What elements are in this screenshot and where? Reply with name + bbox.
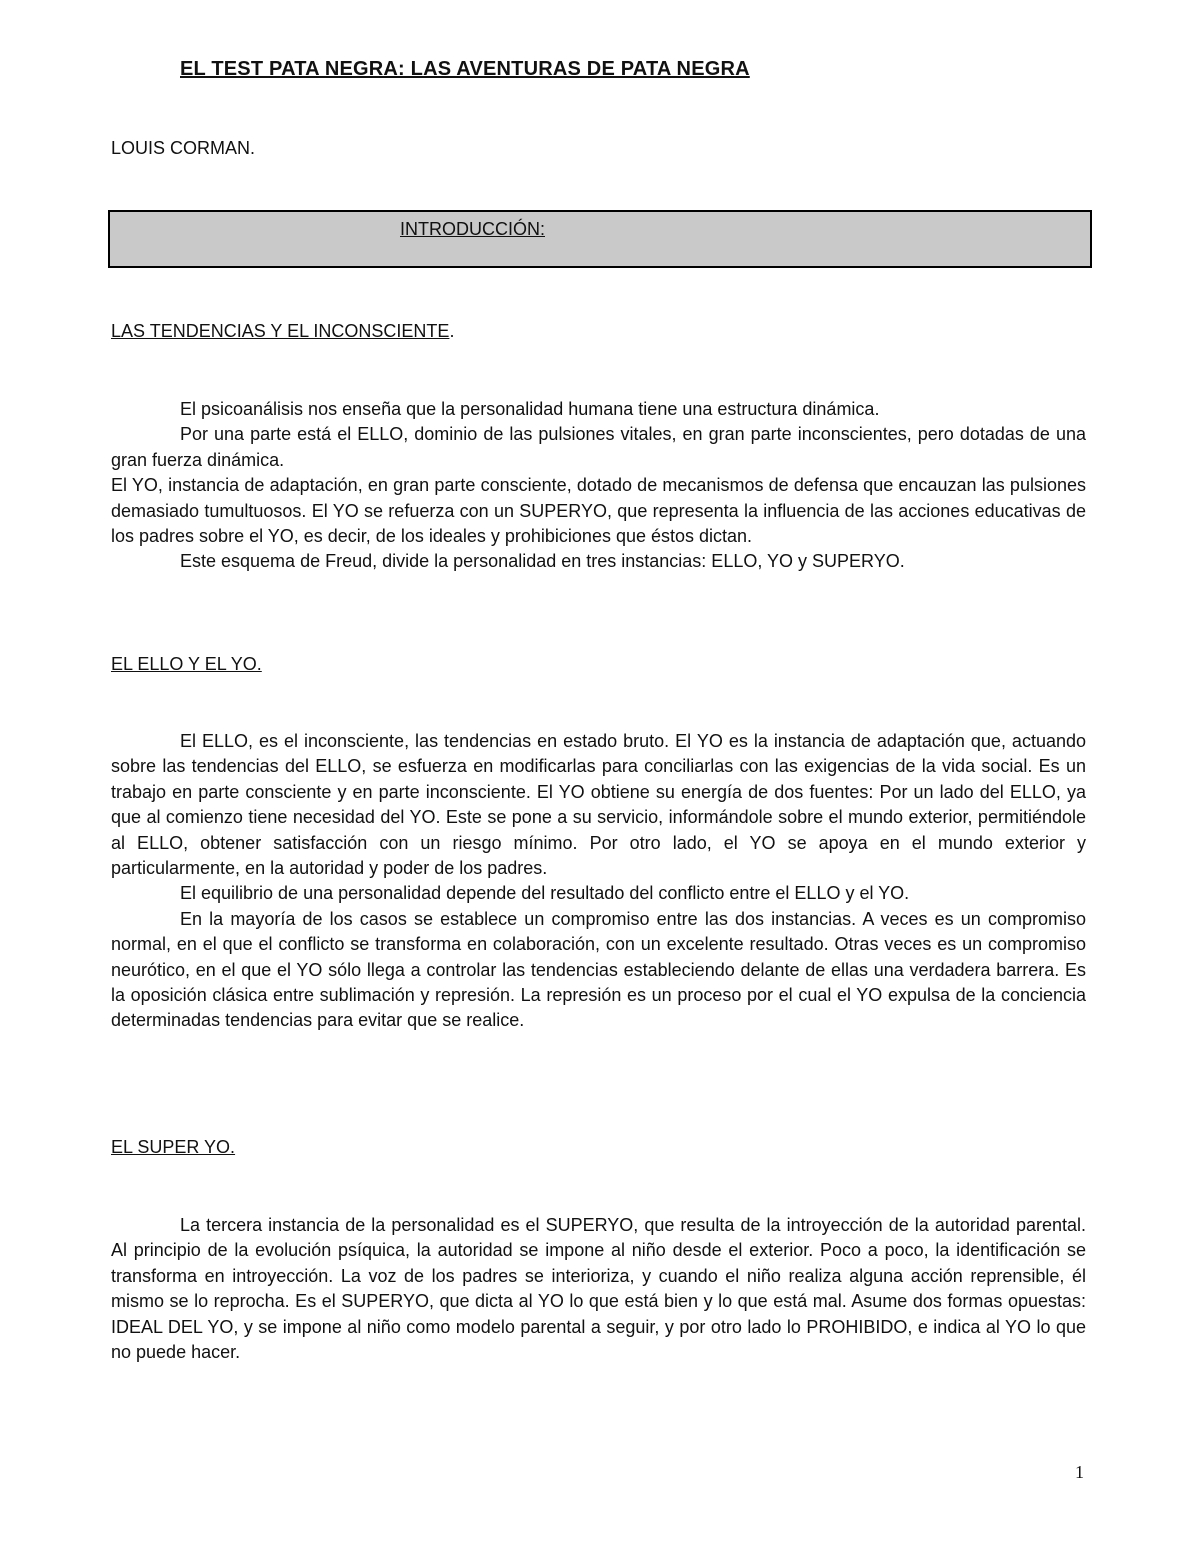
section-heading-ello-yo <box>111 654 262 675</box>
section-heading-tendencias <box>111 321 454 342</box>
paragraph: Por una parte está el ELLO, dominio de las pulsiones vitales, en gran parte inconscientes, pero dotadas de una gran fuerza dinámica. <box>111 424 1086 470</box>
intro-box <box>108 210 1092 268</box>
section-body-super-yo <box>111 1213 1086 1365</box>
paragraph: En la mayoría de los casos se establece un compromiso entre las dos instancias. A veces es un compromiso normal, en el que el conflicto se transforma en colaboración, con un excelente resultado. Otras veces es un compromiso neurótico, en el que el YO sólo llega a controlar las tendencias estableciendo delante de ellas una verdadera barrera. Es la oposición clásica entre sublimación y represión. La represión es un proceso por el cual el YO expulsa de la conciencia determinadas tendencias para evitar que se realice. <box>111 908 1086 1031</box>
paragraph: El equilibrio de una personalidad depende del resultado del conflicto entre el ELLO y el YO. <box>180 883 910 904</box>
section-heading-text: EL SUPER YO. <box>111 1137 236 1157</box>
paragraph: La tercera instancia de la personalidad es el SUPERYO, que resulta de la introyección de la autoridad parental. Al principio de la evolución psíquica, la autoridad se impone al niño desde el exterior. Poco a poco, la identificación se transforma en introyección. La voz de los padres se interioriza, y cuando el niño realiza alguna acción reprensible, él mismo se lo reprocha. Es el SUPERYO, que dicta al YO lo que está bien y lo que está mal. Asume dos formas opuestas: IDEAL DEL YO, y se impone al niño como modelo parental a seguir, y por otro lado lo PROHIBIDO, e indica al YO lo que no puede hacer. <box>111 1215 1086 1363</box>
section-heading-text: EL ELLO Y EL YO. <box>111 654 262 674</box>
section-heading-suffix: . <box>449 321 455 341</box>
paragraph: El ELLO, es el inconsciente, las tendencias en estado bruto. El YO es la instancia de adaptación que, actuando sobre las tendencias del ELLO, se esfuerza en modificarlas para conciliarlas con las exigencias de la vida social. Es un trabajo en parte consciente y en parte inconsciente. El YO obtiene su energía de dos fuentes: Por un lado del ELLO, ya que al comienzo tiene necesidad del YO. Este se pone a su servicio, informándole sobre el mundo exterior, permitiéndole al ELLO, obtener satisfacción con un riesgo mínimo. Por otro lado, el YO se apoya en el mundo exterior y particularmente, en la autoridad y poder de los padres. <box>111 731 1086 879</box>
paragraph: El YO, instancia de adaptación, en gran parte consciente, dotado de mecanismos de defensa que encauzan las pulsiones demasiado tumultuosos. El YO se refuerza con un SUPERYO, que representa la influencia de las acciones educativas de los padres sobre el YO, es decir, de los ideales y prohibiciones que éstos dictan. <box>111 475 1086 547</box>
section-heading-text: LAS TENDENCIAS Y EL INCONSCIENTE <box>111 321 450 341</box>
paragraph: El psicoanálisis nos enseña que la personalidad humana tiene una estructura dinámica. <box>180 399 880 419</box>
intro-label: INTRODUCCIÓN: <box>400 219 545 239</box>
page-number: 1 <box>1075 1462 1084 1482</box>
section-heading-super-yo <box>111 1137 235 1158</box>
section-body-tendencias <box>111 397 1086 575</box>
section-body-ello-yo <box>111 729 1086 1034</box>
author-name: LOUIS CORMAN. <box>111 138 256 158</box>
paragraph: Este esquema de Freud, divide la personalidad en tres instancias: ELLO, YO y SUPERYO. <box>180 551 905 572</box>
document-title: EL TEST PATA NEGRA: LAS AVENTURAS DE PATA NEGRA <box>180 58 750 80</box>
